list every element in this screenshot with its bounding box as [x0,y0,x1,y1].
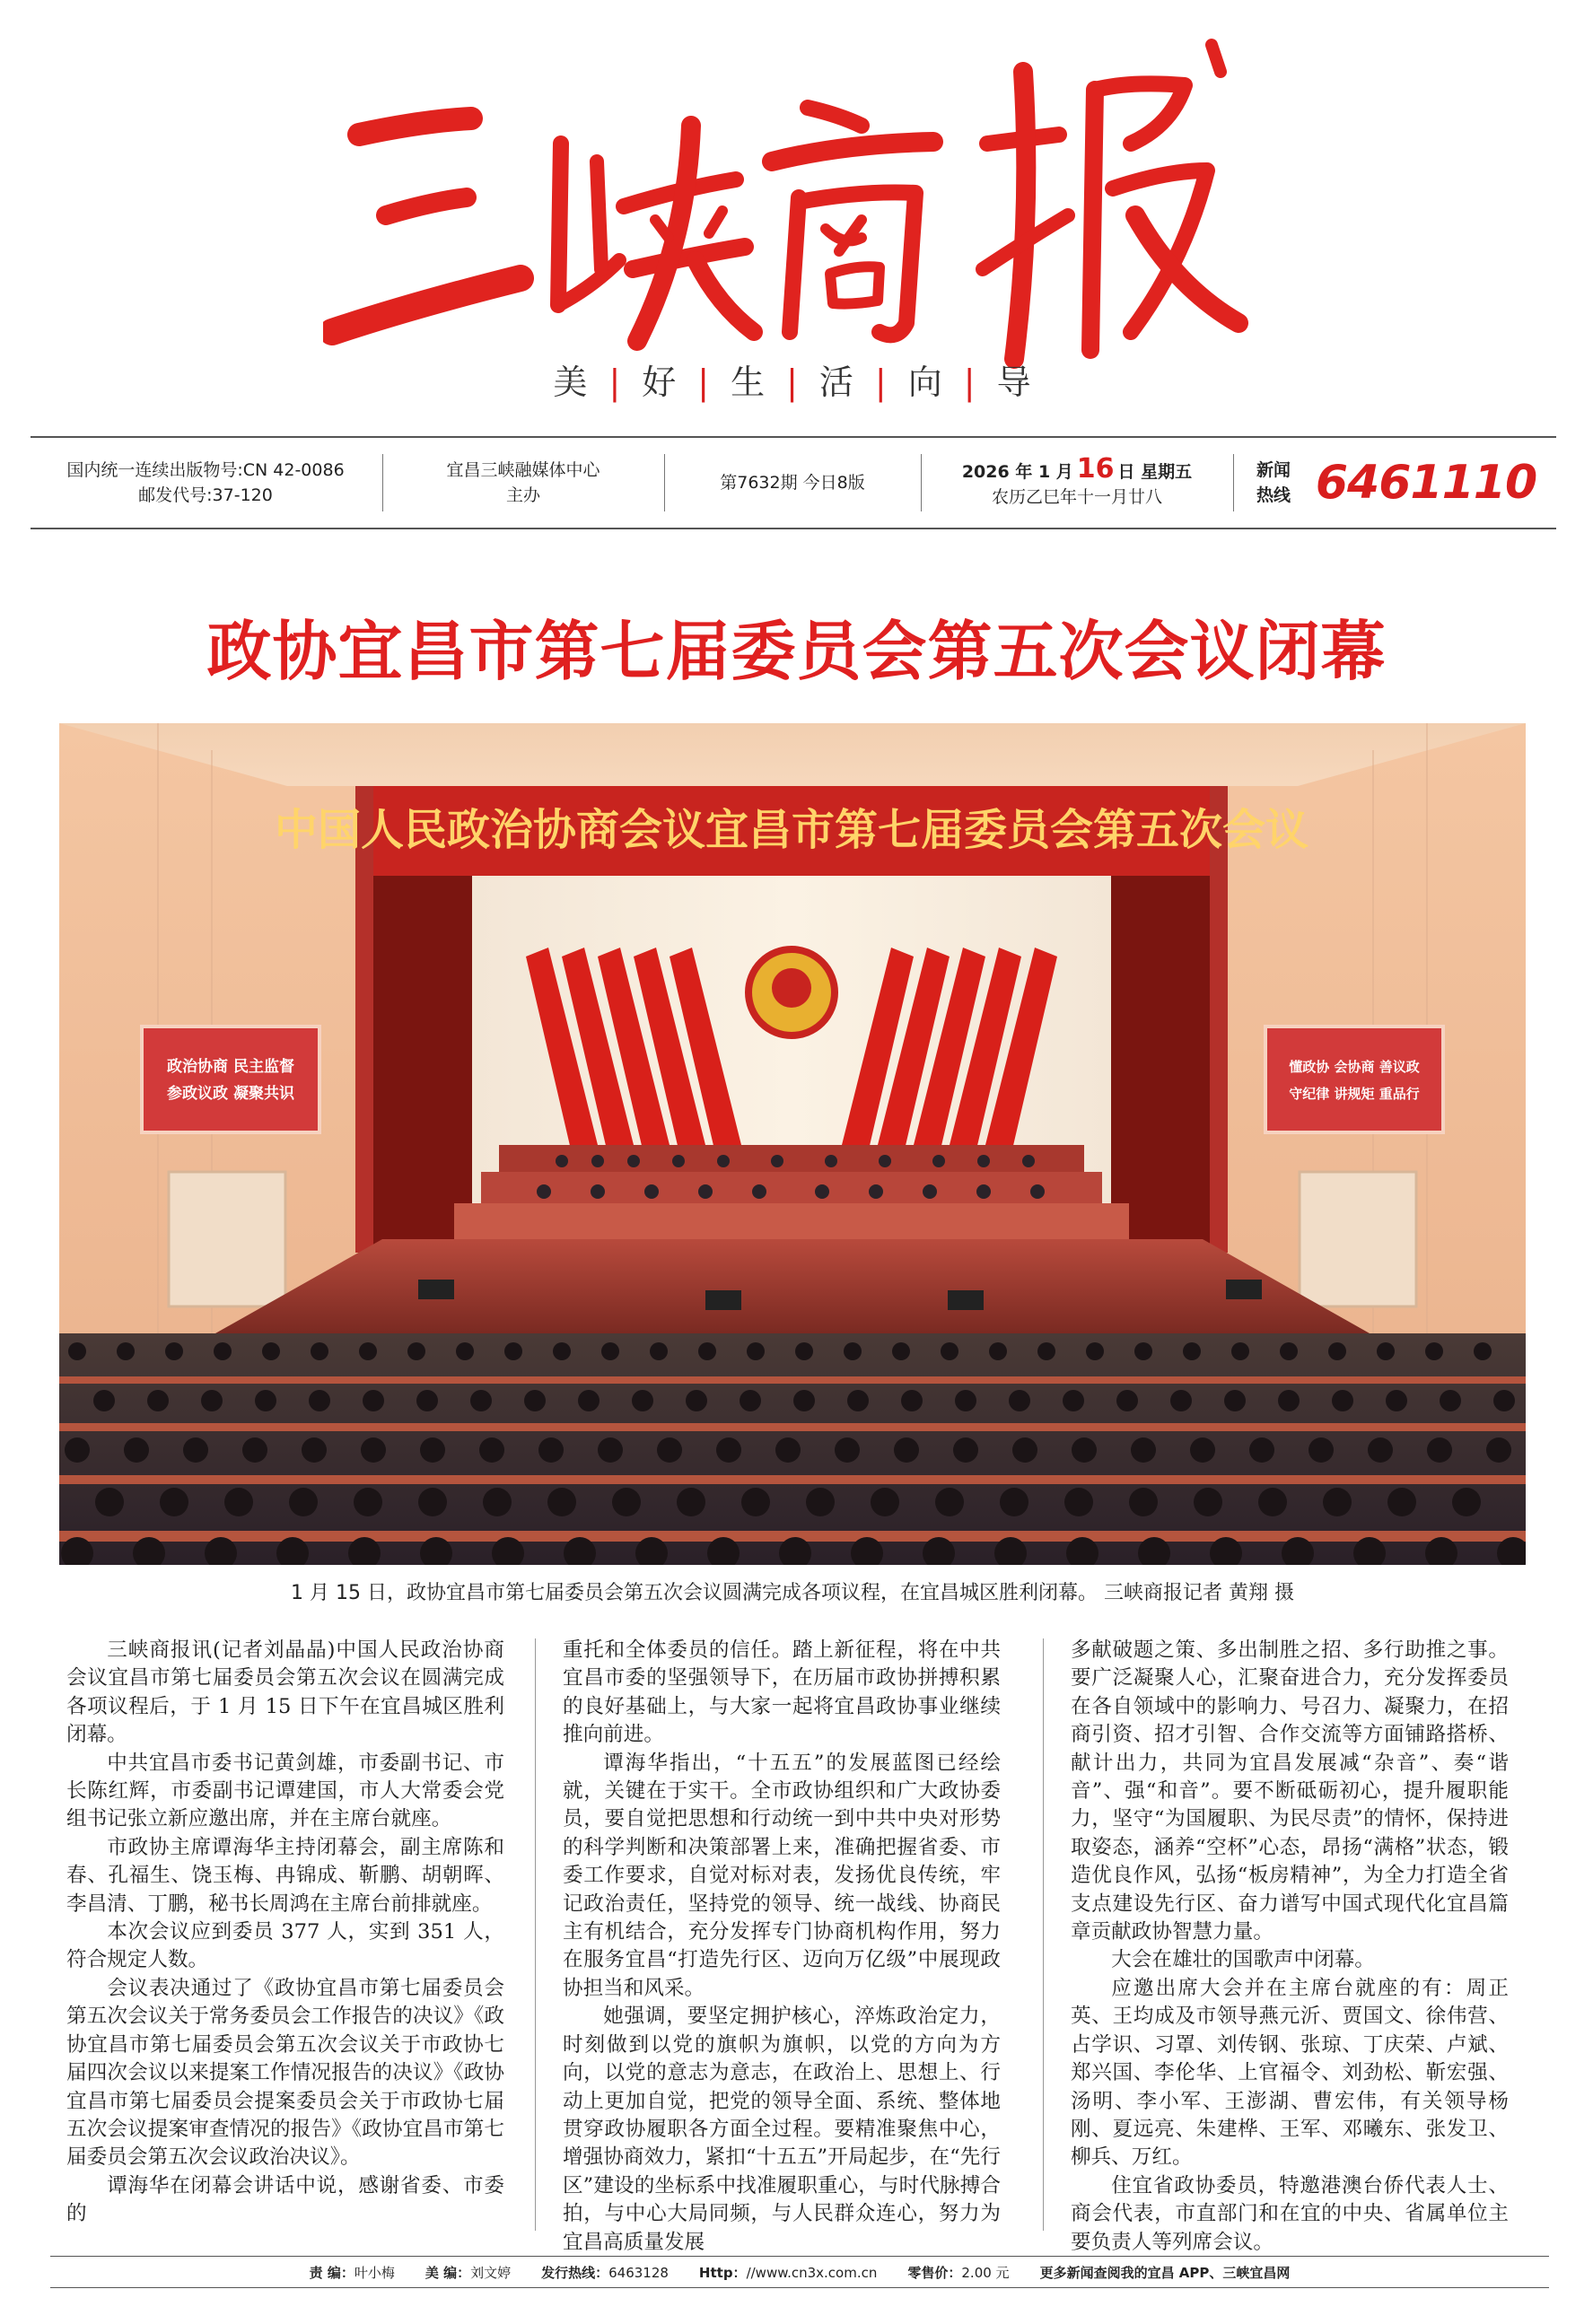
date-prefix: 2026 年 1 月 [961,461,1073,482]
paragraph: 重托和全体委员的信任。踏上新征程，将在中共宜昌市委的坚强领导下，在历届市政协拼搏积累的良好基础上，与大家一起将宜昌政协事业继续推向前进。 [563,1638,1001,1747]
info-divider [382,454,383,511]
serial-number: 国内统一连续出版物号:CN 42-0086 [66,460,345,480]
gregorian-date [961,452,1193,485]
left-wall-panel [169,1172,285,1306]
postal-code: 邮发代号:37-120 [138,485,273,505]
hotline-label [1242,438,1305,528]
serial-info [31,438,381,528]
masthead-logo [323,36,1274,395]
ceiling [59,723,1526,786]
footer-website[interactable] [699,2263,877,2282]
footer-promo: 更多新闻查阅我的宜昌 APP、三峡宜昌网 [1039,2264,1291,2281]
date-info [923,438,1231,528]
paragraph: 谭海华在闭幕会讲话中说，感谢省委、市委的 [66,2173,504,2226]
publisher-name: 宜昌三峡融媒体中心 [446,460,600,480]
info-bar [31,436,1556,529]
footer-distribution [541,2263,669,2282]
stage-floor [215,1239,1370,1333]
editor-label: 责 编： [309,2264,354,2281]
paragraph: 应邀出席大会并在主席台就座的有：周正英、王均成及市领导燕元沂、贾国文、徐伟营、占学识、习罩、刘传钢、张琼、丁庆荣、卢斌、郑兴国、李伦华、上官福令、刘劲松、靳宏强、汤明、李小军、王澎湖、曹宏伟，有关领导杨刚、夏远亮、朱建桦、王军、邓曦东、张发卫、柳兵、万红。 [1071,1976,1509,2170]
distribution-label: 发行热线： [541,2264,609,2281]
slogan-char: 生 [731,363,775,402]
left-screen [142,1027,319,1132]
price-label: 零售价： [907,2264,962,2281]
paragraph: 大会在雄壮的国歌声中闭幕。 [1111,1948,1375,1972]
slogan-char: 美 [553,363,597,402]
date-suffix: 日 星期五 [1117,461,1193,482]
right-screen-line1: 懂政协 会协商 善议政 [1289,1059,1420,1075]
hotline-label-2: 热线 [1256,485,1291,505]
rostrum-tier-1 [499,1145,1084,1172]
slogan-char: 活 [818,363,862,402]
left-screen-line1: 政治协商 民主监督 [167,1058,294,1076]
stage-curtain-left [373,876,472,1253]
stage-curtain-right [1111,876,1210,1253]
masthead-slogan: 美 | 好 | 生 | 活 | 向 | 导 [553,363,1040,402]
paragraph: 中共宜昌市委书记黄剑雄，市委副书记、市长陈红辉，市委副书记谭建国，市人大常委会党组书记张立新应邀出席，并在主席台就座。 [66,1751,504,1831]
hotline [1305,438,1547,528]
right-wall-panel [1300,1172,1416,1306]
footer-bar [50,2256,1549,2288]
info-divider [1233,454,1234,511]
banner-text: 中国人民政治协商会议宜昌市第七届委员会第五次会议 [274,805,1309,855]
date-day: 16 [1076,452,1115,485]
left-screen-line2: 参政议政 凝聚共识 [167,1085,294,1103]
article-column-1 [66,1637,504,2229]
footer-editor [310,2263,395,2282]
article-column-3 [1071,1637,1509,2257]
right-screen-line2: 守纪律 讲规矩 重品行 [1289,1086,1420,1102]
rostrum-tier-3 [454,1203,1129,1239]
slogan-char: 向 [907,363,951,402]
paragraph: 市政协主席谭海华主持闭幕会，副主席陈和春、孔福生、饶玉梅、冉锦成、靳鹏、胡朝晖、李昌清、丁鹏，秘书长周鸿在主席台前排就座。 [66,1835,504,1916]
paragraph: 本次会议应到委员 377 人，实到 351 人，符合规定人数。 [66,1920,504,1972]
slogan-char: 好 [642,363,686,402]
right-screen [1265,1027,1443,1132]
paragraph: 多献破题之策、多出制胜之招、多行助推之事。要广泛凝聚人心，汇聚奋进合力，充分发挥委员在各自领域中的影响力、号召力、凝聚力，在招商引资、招才引智、合作交流等方面铺路搭桥、献计出力，共同为宜昌发展减“杂音”、奏“谐音”、强“和音”。要不断砥砺初心，提升履职能力，坚守“为国履职、为民尽责”的情怀，保持进取姿态，涵养“空杯”心态，昂扬“满格”状态，锻造优良作风，弘扬“板房精神”，为全力打造全省支点建设先行区、奋力谱写中国式现代化宜昌篇章贡献政协智慧力量。 [1071,1638,1509,1944]
photo-caption: 1 月 15 日，政协宜昌市第七届委员会第五次会议圆满完成各项议程，在宜昌城区胜利闭幕。 三峡商报记者 黄翔 摄 [291,1582,1294,1604]
website-url[interactable]: //www.cn3x.com.cn [746,2264,878,2281]
editor-name: 叶小梅 [354,2264,395,2281]
designer-label: 美 编： [425,2264,471,2281]
lunar-date: 农历乙巳年十一月廿八 [991,486,1162,507]
emblem-center [772,968,811,1008]
article-column-2 [563,1637,1001,2257]
paragraph: 她强调，要坚定拥护核心，淬炼政治定力，时刻做到以党的旗帜为旗帜，以党的方向为方向，以党的意志为意志，在政治上、思想上、行动上更加自觉，把党的领导全面、系统、整体地贯穿政协履职各方面全过程。要精准聚焦中心，增强协商效力，紧扣“十五五”开局起步，在“先行区”建设的坐标系中找准履职重心，与时代脉搏合拍，与中心大局同频，与人民群众连心，努力为宜昌高质量发展 [563,2005,1001,2254]
info-divider [921,454,922,511]
hotline-number: 6461110 [1315,456,1537,510]
paragraph: 会议表决通过了《政协宜昌市第七届委员会第五次会议关于常务委员会工作报告的决议》《政协宜昌市第七届委员会第五次会议关于市政协七届四次会议以来提案工作情况报告的决议》《政协宜昌市第七届委员会提案委员会关于市政协七届五次会议提案审查情况的报告》《政协宜昌市第七届委员会第五次会议政治决议》。 [66,1976,504,2170]
publisher-role: 主办 [505,485,540,505]
rostrum-tier-2 [481,1172,1102,1203]
headline: 政协宜昌市第七届委员会第五次会议闭幕 [206,614,1387,689]
website-label: Http： [698,2264,747,2281]
footer-designer [425,2263,511,2282]
issue-info [666,438,919,528]
distribution-number: 6463128 [608,2264,669,2281]
footer-price [907,2263,1009,2282]
paragraph: 谭海华指出，“十五五”的发展蓝图已经绘就，关键在于实干。全市政协组织和广大政协委员，要自觉把思想和行动统一到中共中央对形势的科学判断和决策部署上来，准确把握省委、市委工作要求，自觉对标对表，发扬优良传统，牢记政治责任，坚持党的领导、统一战线、协商民主有机结合，充分发挥专门协商机构作用，努力在服务宜昌“打造先行区、迈向万亿级”中展现政协担当和风采。 [563,1751,1001,2000]
designer-name: 刘文婷 [470,2264,512,2281]
price-value: 2.00 元 [961,2264,1010,2281]
info-divider [664,454,665,511]
column-rule [1043,1638,1044,2231]
slogan-char: 导 [996,363,1040,402]
news-photo [59,723,1526,1565]
paragraph: 住宜省政协委员，特邀港澳台侨代表人士、商会代表，市直部门和在宜的中央、省属单位主要负责人等列席会议。 [1071,2173,1509,2254]
hotline-label-1: 新闻 [1256,460,1291,480]
issue-number: 第7632期 今日8版 [720,473,865,493]
column-rule [535,1638,536,2231]
paragraph: 三峡商报讯(记者刘晶晶)中国人民政治协商会议宜昌市第七届委员会第五次会议在圆满完成各项议程后，于 1 月 15 日下午在宜昌城区胜利闭幕。 [66,1638,504,1747]
publisher-info [384,438,662,528]
